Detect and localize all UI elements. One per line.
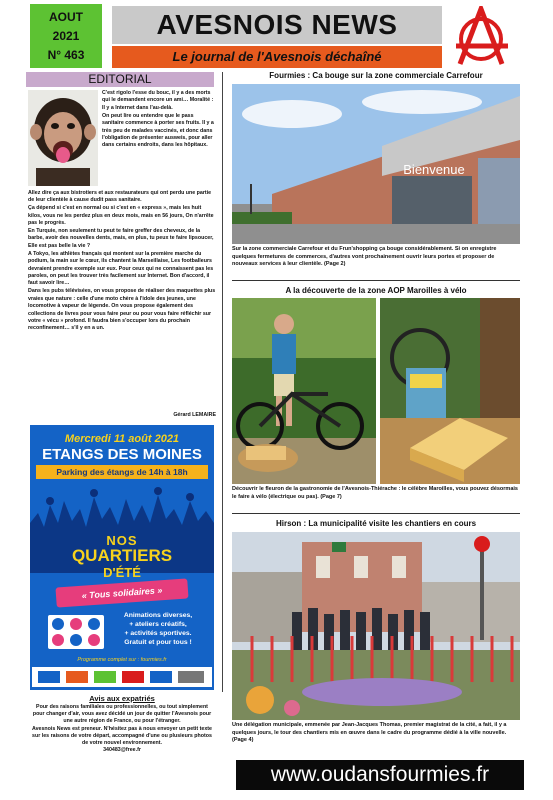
sponsor-logos-icon [32, 667, 212, 687]
editorial-paragraph: En Turquie, non seulement tu peut te faire greffer des cheveux, de la barbe, avoir des nouvelles dents, mais, en plus, tu peux te faire lipsoucer, Elle est pas belle la vie ? [28, 228, 214, 249]
website-link[interactable]: www.oudansfourmies.fr [236, 760, 524, 790]
poster-activities [106, 611, 210, 647]
poster-nos: NOS [106, 533, 138, 548]
editorial-label: EDITORIAL [26, 72, 214, 87]
article-headline: Fourmies : Ca bouge sur la zone commerciale Carrefour [269, 71, 483, 80]
issue-year: 2021 [52, 29, 80, 43]
poster-parking: Parking des étangs de 14h à 18h [36, 465, 208, 479]
poster-quartiers: QUARTIERS [71, 546, 173, 565]
poster-activity: Gratuit et pour tous ! [124, 639, 192, 646]
poster-ete: D'ÉTÉ [103, 565, 141, 580]
poster-activity: Animations diverses, [123, 612, 193, 619]
hirson-delegation-photo [232, 532, 520, 720]
masthead-title: AVESNOIS NEWS [112, 6, 442, 44]
article-caption: Sur la zone commerciale Carrefour et du Frun'shopping ça bouge considérablement. Si on enregistre quelques fermetures de commerces, d'autres vont prochainement ouvrir leurs portes et proposer de nouveaux services à leur clientèle. (Page 2) [232, 246, 497, 267]
editorial-paragraph: A Tokyo, les athlètes français qui montent sur la première marche du podium, la main sur le cœur, ils chantent la Marseillaise, Les footballeurs devraient prendre exemple sur eux. Pour ceux qui ne connaissent pas les paroles, on peut les trouver très facilement sur Internet. Bon d'accord, il faut savoir lire… [28, 250, 214, 287]
chimpanzee-photo [28, 90, 98, 186]
column-divider [222, 72, 223, 692]
activity-pictograms-icon [48, 615, 104, 649]
masthead-tagline: Le journal de l'Avesnois déchaîné [112, 46, 442, 68]
cyclist-photo [232, 298, 376, 484]
article-caption: Une délégation municipale, emmenée par Jean-Jacques Thomas, premier magistrat de la cité, a fait, il y a quelques jours, le tour des chantiers mis en œuvre dans le cadre du programme dédié à la ville nouvelle. (Page 4) [232, 722, 507, 743]
editorial-paragraph: On peut lire ou entendre que le pass sanitaire commence à porter ses fruits. Il y a très peu de malades vaccinés, et donc dans l'obligation de présenter ausweis, pour aller dans certains endroits, dans les hôpitaux. [102, 112, 214, 149]
poster-activity: + activités sportives. [124, 630, 192, 637]
editorial-paragraph: Dans les pubs télévisées, on vous propose de réaliser des maquettes plus vraies que nature : celle d'une moto chère à l'idole des jeunes, une locomotive à vapeur de légende. On vous propose également des collections de livres pour vous faire peur ou pour vous faire réfléchir sur votre « vécu » profond. Il faudra bien s'occuper lors du prochain reconfinement… s'il y en a un. [28, 288, 216, 332]
event-poster [30, 425, 214, 690]
article-divider [232, 280, 520, 281]
avis-paragraph: Pour des raisons familiales ou professionnelles, ou tout simplement pour changer d'air, vous avez décidé un jour de quitter l'Avesnois pour une autre région de France, ou pour l'étranger. [32, 704, 212, 725]
avis-title: Avis aux expatriés [89, 694, 155, 703]
issue-box [30, 4, 102, 68]
article-divider [232, 513, 520, 514]
article-headline: A la découverte de la zone AOP Maroilles à vélo [285, 286, 467, 295]
avis-paragraph: Avesnois News est preneur. N'hésitez pas à nous envoyer un petit texte sur les raisons de votre départ, accompagné d'une ou plusieurs photos de votre nouvel environnement. [31, 725, 213, 747]
issue-number: N° 463 [47, 48, 85, 62]
avis-text [30, 704, 214, 754]
poster-place: ETANGS DES MOINES [42, 446, 202, 463]
issue-month: AOUT [49, 10, 83, 24]
poster-program: Programme complet sur : fourmies.fr [77, 657, 167, 663]
article-caption: Découvrir le fleuron de la gastronomie de l'Avesnois-Thiérache : le célèbre Maroilles, vous pouvez désormais le faire à vélo (électrique ou pas). (Page 7) [232, 486, 518, 500]
article-headline: Hirson : La municipalité visite les chantiers en cours [275, 519, 477, 528]
editorial-paragraph: Allez dire ça aux bistrotiers et aux restaurateurs qui ont perdu une partie de leur clientèle à cause dudit pass sanitaire. [28, 190, 212, 204]
poster-activity: + ateliers créatifs, [129, 621, 187, 628]
maroilles-cheese-photo [380, 298, 520, 484]
editorial-text-intro [102, 90, 216, 150]
editorial-paragraph: Ça dépend si c'est en normal ou si c'est en « express », mais les huit kilos, vous ne les perdez plus en deux mois, mais en 56 jours, On n'arrête pas le progrès. [28, 205, 214, 227]
editorial-text-body [28, 190, 216, 333]
mall-sign: Bienvenue [403, 162, 465, 177]
carrefour-mall-photo [232, 84, 520, 244]
editorial-paragraph: C'est rigolo l'esse du bouc, il y a des morts qui le demandent encore un ami… Moralité : Il y a Internet dans l'au-delà. [102, 90, 214, 111]
anarchy-logo-icon [450, 6, 512, 68]
poster-slogan: « Tous solidaires » [55, 578, 188, 607]
editorial-author: Gérard LEMAIRE [173, 412, 216, 418]
poster-date: Mercredi 11 août 2021 [64, 433, 180, 445]
avis-email: 340483@free.fr [103, 747, 141, 754]
